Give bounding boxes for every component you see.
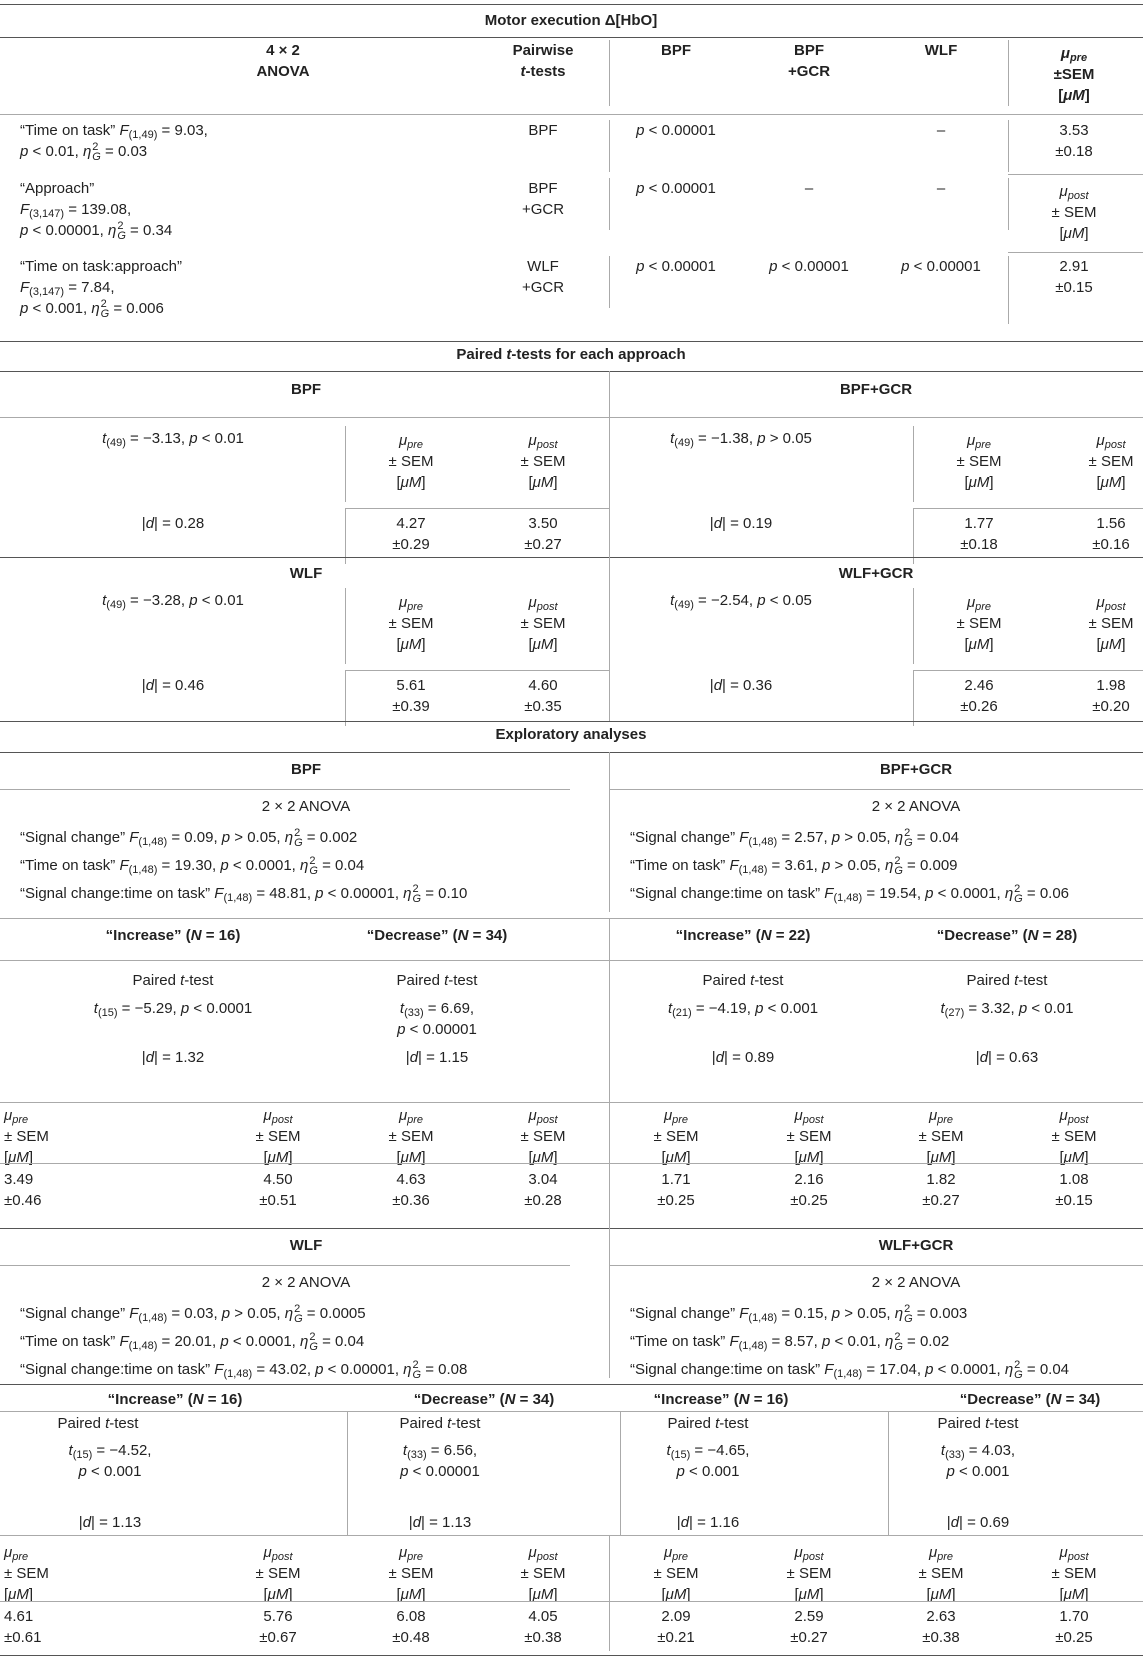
mu-post-value: 1.56 ±0.16: [1092, 515, 1130, 553]
mu-pre-header: $\mu_{pre}$ ± SEM [μM]: [388, 594, 434, 653]
rule-line: [1008, 174, 1143, 175]
effect-size-d: |d| = 0.19: [709, 515, 773, 532]
column-divider: [620, 1411, 621, 1535]
rule-line: [0, 114, 1143, 115]
mu-value: 2.59 ±0.27: [790, 1608, 828, 1646]
mu-value: 2.09 ±0.21: [657, 1608, 695, 1646]
paired-ttest-label: Paired t-test: [966, 972, 1048, 989]
mu-value: 1.70 ±0.25: [1055, 1608, 1093, 1646]
rule-line: [0, 1601, 1143, 1602]
mu-cell: 2.91 ±0.15: [1055, 258, 1093, 296]
mu-post-header: $\mu_{post}$ ± SEM [μM]: [1088, 432, 1134, 491]
mu-post-header: $\mu_{post}$ ± SEM [μM]: [520, 594, 566, 653]
rule-line: [0, 789, 570, 790]
column-divider: [345, 426, 346, 502]
mu-value: 2.16 ±0.25: [790, 1171, 828, 1209]
group-effect-size: |d| = 0.89: [711, 1049, 775, 1066]
group-label-decrease: “Decrease” (N = 28): [936, 927, 1078, 944]
group-t-stat: $t_{(15)} = -5.29$, p < 0.0001: [93, 1000, 253, 1019]
mu-value: 3.04 ±0.28: [524, 1171, 562, 1209]
paired-ttest-label: Paired t-test: [57, 1415, 139, 1432]
group-t-stat: $t_{(33)} = 6.69$, p < 0.00001: [397, 1000, 477, 1038]
mu-header: $\mu_{post}$ ± SEM [μM]: [255, 1107, 301, 1166]
rule-line: [0, 557, 1143, 558]
explore-approach-label: WLF: [289, 1237, 323, 1254]
paired-t-stat: $t_{(49)} = -3.28$, p < 0.01: [102, 592, 244, 611]
p-bpf: p < 0.00001: [636, 258, 716, 275]
explore-approach-label: BPF+GCR: [879, 761, 953, 778]
rule-line: [0, 1655, 1143, 1656]
paired-ttest-label: Paired t-test: [702, 972, 784, 989]
rule-line: [0, 1163, 1143, 1164]
column-divider: [1008, 178, 1009, 230]
anova-effect-lines: “Signal change” $F_{(1,48)} = 2.57$, p > 0.05, η 2 G = 0.04 “Time on task” $F_{(1,48)} = 3.61$, p > 0.05, η 2 G = 0.009 “Signal change:time on task” $F_{(1,48)} = 19.54$, p < 0.0001, η 2 G = 0.06: [630, 827, 1070, 906]
mu-header: $\mu_{post}$ ± SEM [μM]: [786, 1544, 832, 1603]
column-divider: [609, 40, 610, 106]
mu-header: $\mu_{pre}$ ± SEM [μM]: [918, 1544, 964, 1603]
mu-header: $\mu_{post}$ ± SEM [μM]: [786, 1107, 832, 1166]
effect-size-d: |d| = 0.46: [141, 677, 205, 694]
group-label-increase: “Increase” (N = 16): [107, 1391, 243, 1408]
group-t-stat: $t_{(15)} = -4.52$, p < 0.001: [68, 1442, 152, 1480]
explore-approach-label: BPF: [291, 761, 321, 778]
rule-line: [0, 1384, 1143, 1385]
mu-header: $\mu_{pre}$ ± SEM [μM]: [918, 1107, 964, 1166]
column-divider: [345, 588, 346, 664]
rule-line: [0, 1265, 570, 1266]
mu-pre-header: $\mu_{pre}$ ± SEM [μM]: [956, 594, 1002, 653]
mu-header: $\mu_{post}$ ± SEM [μM]: [1051, 1544, 1097, 1603]
mu-header: $\mu_{post}$ ± SEM [μM]: [255, 1544, 301, 1603]
approach-label-wlf: WLF: [289, 565, 323, 582]
mu-header: $\mu_{post}$ ± SEM [μM]: [1051, 1107, 1097, 1166]
table-title: Motor execution Δ[HbO]: [484, 12, 658, 29]
anova-2x2-label: 2 × 2 ANOVA: [871, 798, 961, 815]
column-divider: [609, 178, 610, 230]
effect-size-d: |d| = 0.28: [141, 515, 205, 532]
mu-post-header: $\mu_{post}$ ± SEM [μM]: [520, 432, 566, 491]
group-effect-size: |d| = 1.15: [405, 1049, 469, 1066]
mu-value: 5.76 ±0.67: [259, 1608, 297, 1646]
mu-pre-header: $\mu_{pre}$ ± SEM [μM]: [956, 432, 1002, 491]
rule-line: [913, 670, 1143, 671]
group-effect-size: |d| = 0.69: [946, 1514, 1010, 1531]
group-label-decrease: “Decrease” (N = 34): [413, 1391, 555, 1408]
mu-cell: $\mu_{post}$ ± SEM [μM]: [1051, 183, 1097, 242]
rule-line: [1008, 252, 1143, 253]
mu-header: $\mu_{post}$ ± SEM [μM]: [520, 1107, 566, 1166]
mu-value: 6.08 ±0.48: [392, 1608, 430, 1646]
column-divider: [609, 1228, 610, 1378]
header-wlf: WLF: [924, 42, 958, 59]
group-label-increase: “Increase” (N = 16): [653, 1391, 789, 1408]
mu-value: 3.49 ±0.46: [4, 1171, 42, 1209]
mu-header: $\mu_{pre}$ ± SEM [μM]: [388, 1544, 434, 1603]
group-t-stat: $t_{(27)} = 3.32$, p < 0.01: [940, 1000, 1074, 1019]
paired-ttest-label: Paired t-test: [667, 1415, 749, 1432]
rule-line: [0, 721, 1143, 722]
p-bpf: p < 0.00001: [636, 180, 716, 197]
rule-line: [0, 1411, 1143, 1412]
paired-t-stat: $t_{(49)} = -3.13$, p < 0.01: [102, 430, 244, 449]
anova-effect: “Approach” $F_{(3,147)} = 139.08$, p < 0.00001, η 2 G = 0.34: [20, 180, 173, 243]
mu-post-value: 1.98 ±0.20: [1092, 677, 1130, 715]
rule-line: [0, 1535, 1143, 1536]
rule-line: [913, 508, 1143, 509]
column-divider: [609, 557, 610, 721]
group-effect-size: |d| = 1.13: [78, 1514, 142, 1531]
column-divider: [913, 508, 914, 564]
mu-value: 1.71 ±0.25: [657, 1171, 695, 1209]
column-divider: [609, 752, 610, 912]
rule-line: [0, 960, 1143, 961]
column-divider: [347, 1411, 348, 1535]
header-mu-pre: $\mu_{pre}$ ±SEM [μM]: [1053, 45, 1095, 104]
paired-ttest-label: Paired t-test: [396, 972, 478, 989]
pairwise-label: WLF +GCR: [521, 258, 565, 296]
column-divider: [1008, 40, 1009, 106]
mu-pre-value: 2.46 ±0.26: [960, 677, 998, 715]
rule-line: [345, 508, 609, 509]
mu-pre-value: 4.27 ±0.29: [392, 515, 430, 553]
group-effect-size: |d| = 1.13: [408, 1514, 472, 1531]
section-title-paired: Paired t-tests for each approach: [456, 346, 686, 363]
column-divider: [609, 120, 610, 172]
column-divider: [345, 508, 346, 564]
anova-2x2-label: 2 × 2 ANOVA: [261, 1274, 351, 1291]
header-bpf: BPF: [661, 42, 691, 59]
paired-ttest-label: Paired t-test: [399, 1415, 481, 1432]
column-divider: [609, 918, 610, 1104]
mu-post-value: 4.60 ±0.35: [524, 677, 562, 715]
mu-value: 2.63 ±0.38: [922, 1608, 960, 1646]
p-bpf: p < 0.00001: [636, 122, 716, 139]
mu-value: 1.08 ±0.15: [1055, 1171, 1093, 1209]
group-effect-size: |d| = 1.32: [141, 1049, 205, 1066]
p-wlf: –: [936, 122, 946, 139]
rule-line: [0, 918, 1143, 919]
group-t-stat: $t_{(21)} = -4.19$, p < 0.001: [667, 1000, 819, 1019]
paired-ttest-label: Paired t-test: [937, 1415, 1019, 1432]
column-divider: [345, 670, 346, 726]
anova-effect-lines: “Signal change” $F_{(1,48)} = 0.09$, p > 0.05, η 2 G = 0.002 “Time on task” $F_{(1,48)} = 19.30$, p < 0.0001, η 2 G = 0.04 “Signal change:time on task” $F_{(1,48)} = 48.81$, p < 0.00001, η 2 G = 0.10: [20, 827, 468, 906]
rule-line: [345, 670, 609, 671]
column-divider: [1008, 256, 1009, 324]
mu-header: $\mu_{pre}$ ± SEM [μM]: [388, 1107, 434, 1166]
mu-value: 4.05 ±0.38: [524, 1608, 562, 1646]
mu-value: 4.50 ±0.51: [259, 1171, 297, 1209]
explore-approach-label: WLF+GCR: [878, 1237, 954, 1254]
mu-header: $\mu_{pre}$ ± SEM [μM]: [4, 1544, 49, 1603]
rule-line: [0, 1228, 1143, 1229]
rule-line: [610, 1265, 1143, 1266]
group-label-decrease: “Decrease” (N = 34): [959, 1391, 1101, 1408]
section-title-exploratory: Exploratory analyses: [495, 726, 647, 743]
mu-header: $\mu_{pre}$ ± SEM [μM]: [653, 1107, 699, 1166]
anova-effect-lines: “Signal change” $F_{(1,48)} = 0.03$, p > 0.05, η 2 G = 0.0005 “Time on task” $F_{(1,48)} = 20.01$, p < 0.0001, η 2 G = 0.04 “Signal change:time on task” $F_{(1,48)} = 43.02$, p < 0.00001, η 2 G = 0.08: [20, 1303, 468, 1382]
rule-line: [0, 371, 1143, 372]
mu-header: $\mu_{pre}$ ± SEM [μM]: [4, 1107, 49, 1166]
group-label-decrease: “Decrease” (N = 34): [366, 927, 508, 944]
approach-label-bpf-gcr: BPF+GCR: [839, 381, 913, 398]
column-divider: [913, 670, 914, 726]
group-effect-size: |d| = 0.63: [975, 1049, 1039, 1066]
column-divider: [609, 256, 610, 308]
rule-line: [610, 789, 1143, 790]
rule-line: [0, 37, 1143, 38]
paired-t-stat: $t_{(49)} = -2.54$, p < 0.05: [670, 592, 812, 611]
rule-line: [0, 341, 1143, 342]
approach-label-bpf: BPF: [291, 381, 321, 398]
paired-t-stat: $t_{(49)} = -1.38$, p > 0.05: [670, 430, 812, 449]
mu-pre-value: 5.61 ±0.39: [392, 677, 430, 715]
paired-ttest-label: Paired t-test: [132, 972, 214, 989]
rule-line: [0, 417, 1143, 418]
column-divider: [888, 1411, 889, 1535]
column-divider: [913, 588, 914, 664]
header-pairwise: Pairwise t-tests: [512, 42, 574, 80]
column-divider: [609, 1102, 610, 1236]
mu-value: 4.61 ±0.61: [4, 1608, 42, 1646]
group-effect-size: |d| = 1.16: [676, 1514, 740, 1531]
group-label-increase: “Increase” (N = 16): [105, 927, 241, 944]
anova-2x2-label: 2 × 2 ANOVA: [261, 798, 351, 815]
pairwise-label: BPF: [528, 122, 558, 139]
rule-line: [0, 752, 1143, 753]
column-divider: [913, 426, 914, 502]
group-t-stat: $t_{(15)} = -4.65$, p < 0.001: [666, 1442, 750, 1480]
p-wlf: –: [936, 180, 946, 197]
column-divider: [1008, 120, 1009, 172]
anova-effect-lines: “Signal change” $F_{(1,48)} = 0.15$, p > 0.05, η 2 G = 0.003 “Time on task” $F_{(1,48)} = 8.57$, p < 0.01, η 2 G = 0.02 “Signal change:time on task” $F_{(1,48)} = 17.04$, p < 0.0001, η 2 G = 0.04: [630, 1303, 1070, 1382]
column-divider: [609, 371, 610, 557]
mu-value: 1.82 ±0.27: [922, 1171, 960, 1209]
anova-effect: “Time on task:approach” $F_{(3,147)} = 7.84$, p < 0.001, η 2 G = 0.006: [20, 258, 183, 321]
header-anova: 4 × 2 ANOVA: [256, 42, 310, 80]
group-label-increase: “Increase” (N = 22): [675, 927, 811, 944]
mu-pre-value: 1.77 ±0.18: [960, 515, 998, 553]
column-divider: [609, 1535, 610, 1651]
mu-header: $\mu_{post}$ ± SEM [μM]: [520, 1544, 566, 1603]
anova-effect: “Time on task” $F_{(1,49)} = 9.03$, p < 0.01, η 2 G = 0.03: [20, 122, 208, 164]
pairwise-label: BPF +GCR: [521, 180, 565, 218]
effect-size-d: |d| = 0.36: [709, 677, 773, 694]
p-bpf-gcr: p < 0.00001: [769, 258, 849, 275]
mu-pre-header: $\mu_{pre}$ ± SEM [μM]: [388, 432, 434, 491]
p-bpf-gcr: –: [804, 180, 814, 197]
mu-post-header: $\mu_{post}$ ± SEM [μM]: [1088, 594, 1134, 653]
mu-value: 4.63 ±0.36: [392, 1171, 430, 1209]
group-t-stat: $t_{(33)} = 6.56$, p < 0.00001: [400, 1442, 480, 1480]
anova-2x2-label: 2 × 2 ANOVA: [871, 1274, 961, 1291]
header-bpf-gcr: BPF +GCR: [787, 42, 831, 80]
mu-header: $\mu_{pre}$ ± SEM [μM]: [653, 1544, 699, 1603]
mu-cell: 3.53 ±0.18: [1055, 122, 1093, 160]
rule-line: [0, 1102, 1143, 1103]
group-t-stat: $t_{(33)} = 4.03$, p < 0.001: [940, 1442, 1016, 1480]
approach-label-wlf-gcr: WLF+GCR: [838, 565, 914, 582]
mu-post-value: 3.50 ±0.27: [524, 515, 562, 553]
p-wlf: p < 0.00001: [901, 258, 981, 275]
rule-line: [0, 4, 1143, 5]
